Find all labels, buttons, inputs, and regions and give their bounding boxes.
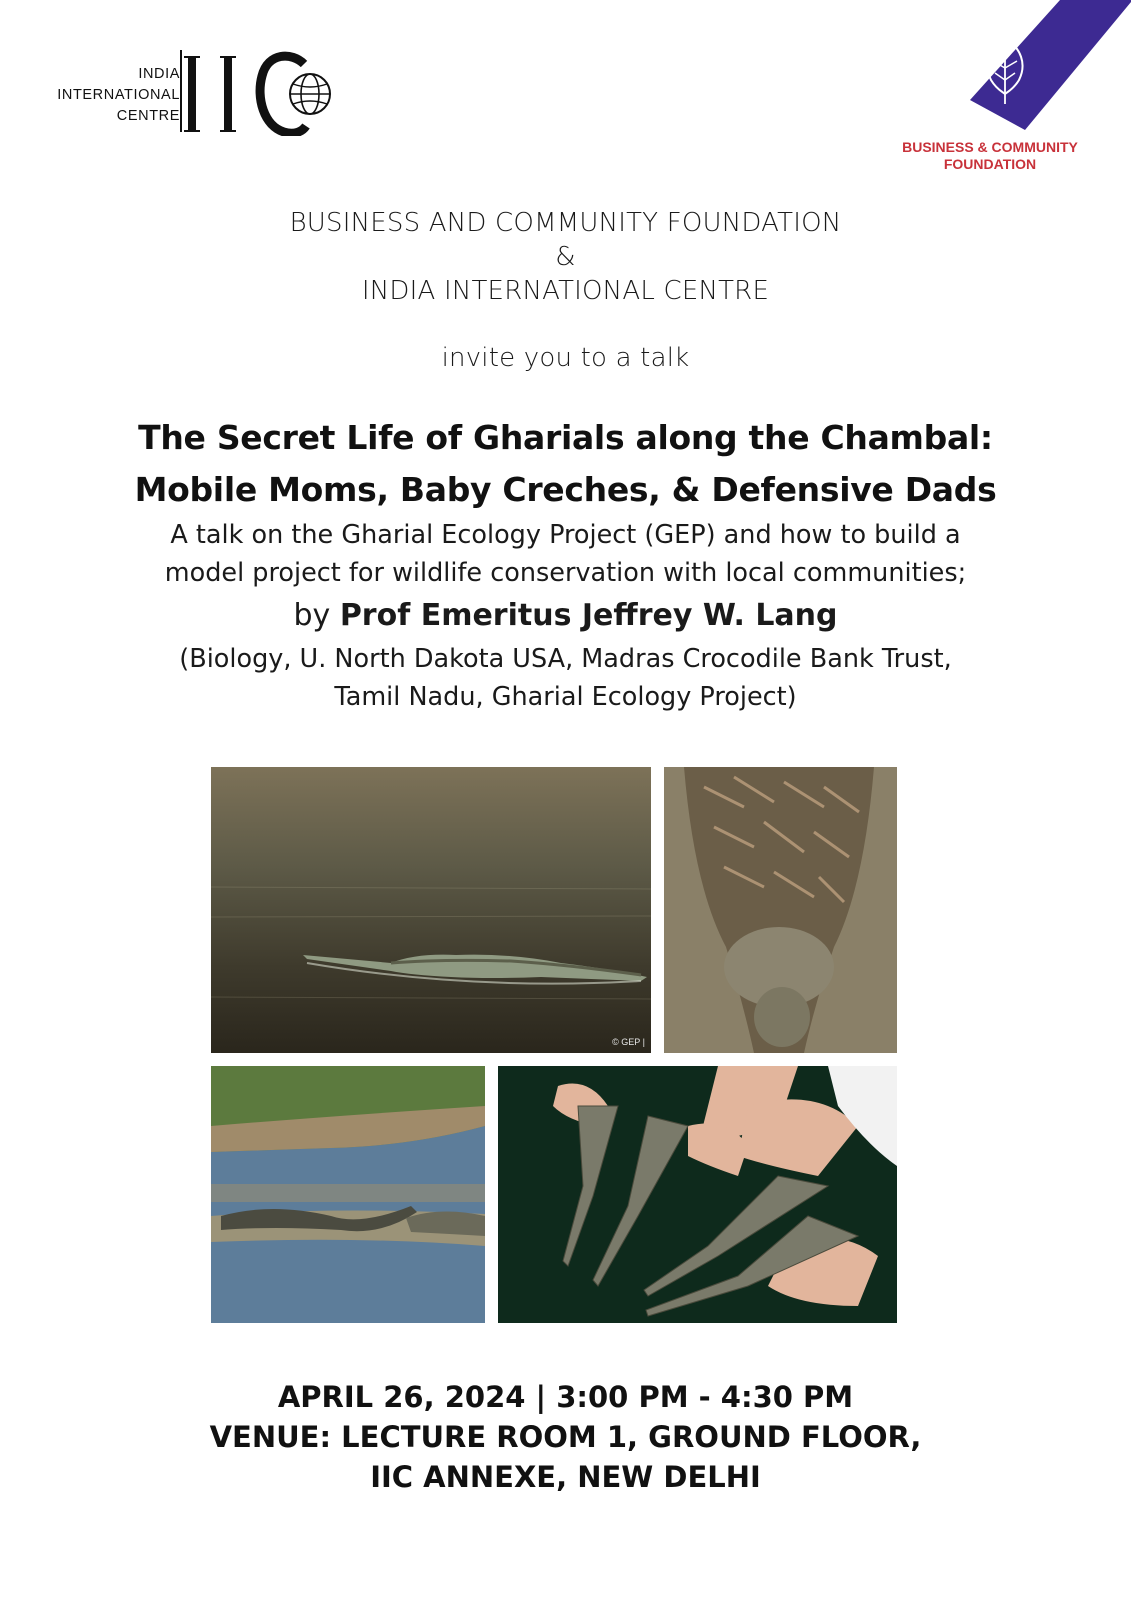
bcf-logo-line-2: FOUNDATION (943, 156, 1037, 172)
talk-title-line-1: The Secret Life of Gharials along the Chambal: (138, 418, 993, 457)
photo-gharial-river (211, 767, 651, 1053)
photo-gharials-basking (211, 1066, 485, 1323)
event-venue-line-2: IIC ANNEXE, NEW DELHI (370, 1460, 761, 1494)
host-org-2: INDIA INTERNATIONAL CENTRE (361, 276, 770, 306)
iic-logo-line-1: INDIA (138, 66, 180, 82)
iic-logo-mark (180, 50, 340, 136)
speaker-byline (0, 598, 1131, 633)
bcf-logo-text (880, 139, 1100, 173)
by-prefix: by (293, 598, 331, 633)
iic-logo-text (30, 64, 180, 127)
speaker-affiliation-line-2: Tamil Nadu, Gharial Ecology Project) (334, 682, 797, 712)
event-date-time: APRIL 26, 2024 | 3:00 PM - 4:30 PM (277, 1380, 854, 1414)
bcf-logo-band (940, 0, 1131, 132)
globe-icon (290, 74, 330, 114)
talk-title-line-2: Mobile Moms, Baby Creches, & Defensive Dads (134, 470, 997, 509)
bcf-logo-line-1: BUSINESS & COMMUNITY (902, 139, 1078, 155)
ampersand: & (555, 242, 576, 272)
iic-logo-line-2: INTERNATIONAL (57, 87, 180, 103)
iic-logo-line-3: CENTRE (116, 108, 180, 124)
talk-subtitle-line-2: model project for wildlife conservation with local communities; (164, 558, 967, 588)
speaker-name: Prof Emeritus Jeffrey W. Lang (339, 598, 838, 633)
speaker-affiliation-line-1: (Biology, U. North Dakota USA, Madras Crocodile Bank Trust, (179, 644, 952, 674)
event-venue-line-1: VENUE: LECTURE ROOM 1, GROUND FLOOR, (209, 1420, 922, 1454)
invitation-text: invite you to a talk (441, 343, 690, 373)
host-org-1: BUSINESS AND COMMUNITY FOUNDATION (289, 208, 842, 238)
talk-subtitle-line-1: A talk on the Gharial Ecology Project (GEP) and how to build a (170, 520, 961, 550)
photo-hatchlings-on-mother (664, 767, 897, 1053)
photo-credit: © GEP | (612, 1037, 645, 1047)
photo-hatchlings-in-hands (498, 1066, 897, 1323)
